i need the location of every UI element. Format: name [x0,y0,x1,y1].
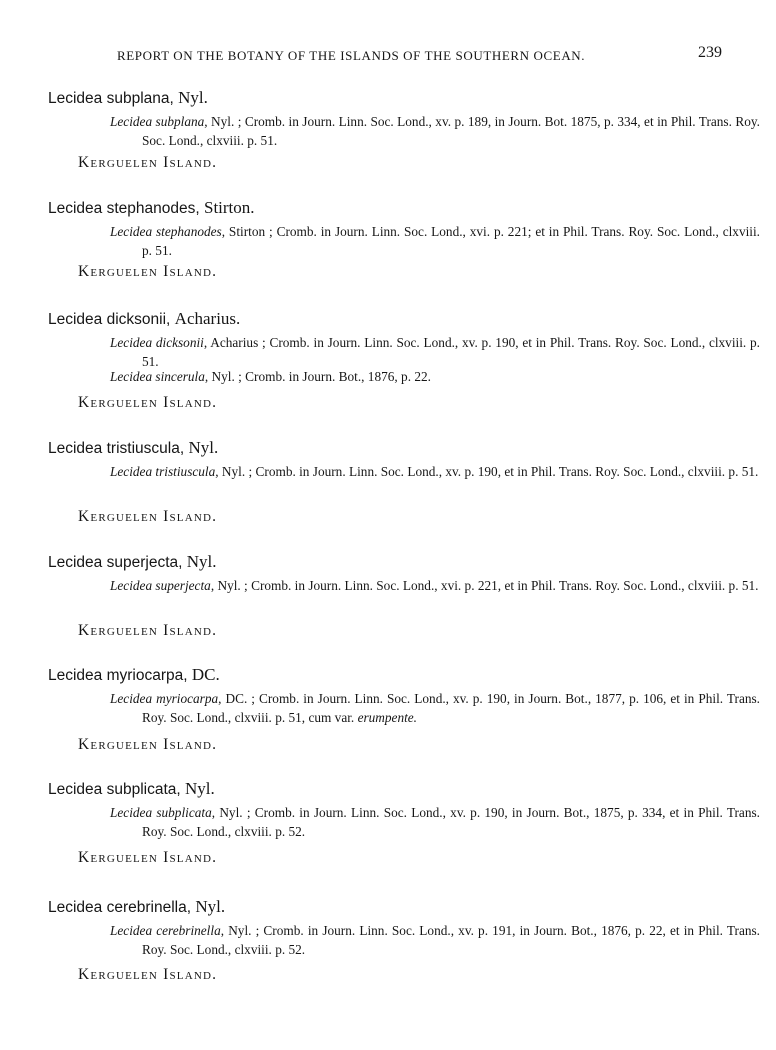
synonym-citation [110,222,760,260]
synonym-citation [110,112,760,150]
species-authority: Nyl. [188,438,219,457]
species-authority: Stirton. [204,198,255,217]
species-authority: DC. [191,665,220,684]
species-heading: Lecidea superjecta, Nyl. [48,552,217,571]
locality: Kerguelen Island. [78,154,218,171]
species-name: Lecidea stephanodes [48,200,196,217]
citation-text: , Acharius ; Cromb. in Journ. Linn. Soc. Lond., xv. p. 190, et in Phil. Trans. Roy. Soc. Lond., clxviii. p. 51. [142,335,760,369]
species-heading: Lecidea tristiuscula, Nyl. [48,438,219,457]
species-heading: Lecidea subplana, Nyl. [48,88,208,107]
species-name: Lecidea superjecta [48,554,179,571]
synonym-citation [110,803,760,841]
species-heading: Lecidea stephanodes, Stirton. [48,198,255,217]
synonym-citation [110,576,760,595]
synonym-taxon: Lecidea cerebrinella [110,923,221,938]
species-authority: Nyl. [185,779,215,798]
locality: Kerguelen Island. [78,508,218,525]
species-name: Lecidea myriocarpa [48,667,184,684]
synonym-citation [110,689,760,727]
species-heading: Lecidea cerebrinella, Nyl. [48,897,226,916]
locality: Kerguelen Island. [78,263,218,280]
species-name: Lecidea tristiuscula [48,440,180,457]
species-authority: Acharius. [174,309,241,328]
species-heading: Lecidea dicksonii, Acharius. [48,309,241,328]
page-number: 239 [698,44,722,61]
synonym-citation [110,367,760,386]
species-name: Lecidea subplicata [48,781,177,798]
species-name: Lecidea subplana [48,90,170,107]
species-authority: Nyl. [178,88,208,107]
synonym-taxon: Lecidea subplana [110,114,205,129]
citation-text: , Nyl. ; Cromb. in Journ. Linn. Soc. Lond., xvi. p. 221, et in Phil. Trans. Roy. Soc. Lond., clxviii. p. 51. [210,578,759,593]
citation-text: , Nyl. ; Cromb. in Journ. Linn. Soc. Lond., xv. p. 189, in Journ. Bot. 1875, p. 334, et in Phil. Trans. Roy. Soc. Lond., clxviii. p. 51. [142,114,760,148]
synonym-taxon: Lecidea stephanodes [110,224,222,239]
citation-text: , Nyl. ; Cromb. in Journ. Linn. Soc. Lond., xv. p. 190, et in Phil. Trans. Roy. Soc. Lond., clxviii. p. 51. [215,464,759,479]
species-name: Lecidea cerebrinella [48,899,187,916]
citation-text: , Stirton ; Cromb. in Journ. Linn. Soc. Lond., xvi. p. 221; et in Phil. Trans. Roy. Soc. Lond., clxviii. p. 51. [142,224,760,258]
synonym-taxon: Lecidea dicksonii [110,335,204,350]
citation-text: , DC. ; Cromb. in Journ. Linn. Soc. Lond., xv. p. 190, in Journ. Bot., 1877, p. 106, et in Phil. Trans. Roy. Soc. Lond., clxviii. p. 51, cum var. [142,691,760,725]
species-name: Lecidea dicksonii [48,311,167,328]
citation-text: , Nyl. ; Cromb. in Journ. Bot., 1876, p. 22. [204,369,431,384]
synonym-taxon: Lecidea subplicata [110,805,212,820]
locality: Kerguelen Island. [78,966,218,983]
locality: Kerguelen Island. [78,849,218,866]
species-heading: Lecidea myriocarpa, DC. [48,665,220,684]
locality: Kerguelen Island. [78,622,218,639]
synonym-citation [110,333,760,371]
species-authority: Nyl. [186,552,217,571]
synonym-taxon: Lecidea superjecta [110,578,211,593]
locality: Kerguelen Island. [78,736,218,753]
variety-name: erumpente. [357,710,418,725]
synonym-citation [110,462,760,481]
species-authority: Nyl. [195,897,226,916]
species-heading: Lecidea subplicata, Nyl. [48,779,215,798]
synonym-taxon: Lecidea sincerula [110,369,205,384]
synonym-taxon: Lecidea myriocarpa [110,691,219,706]
synonym-citation [110,921,760,959]
synonym-taxon: Lecidea tristiuscula [110,464,216,479]
running-head: REPORT ON THE BOTANY OF THE ISLANDS OF THE SOUTHERN OCEAN. [117,48,586,63]
citation-text: , Nyl. ; Cromb. in Journ. Linn. Soc. Lond., xv. p. 191, in Journ. Bot., 1876, p. 22, et in Phil. Trans. Roy. Soc. Lond., clxviii. p. 52. [142,923,760,957]
page-header [0,44,776,68]
citation-text: , Nyl. ; Cromb. in Journ. Linn. Soc. Lond., xv. p. 190, in Journ. Bot., 1875, p. 334, et in Phil. Trans. Roy. Soc. Lond., clxviii. p. 52. [142,805,760,839]
locality: Kerguelen Island. [78,394,218,411]
